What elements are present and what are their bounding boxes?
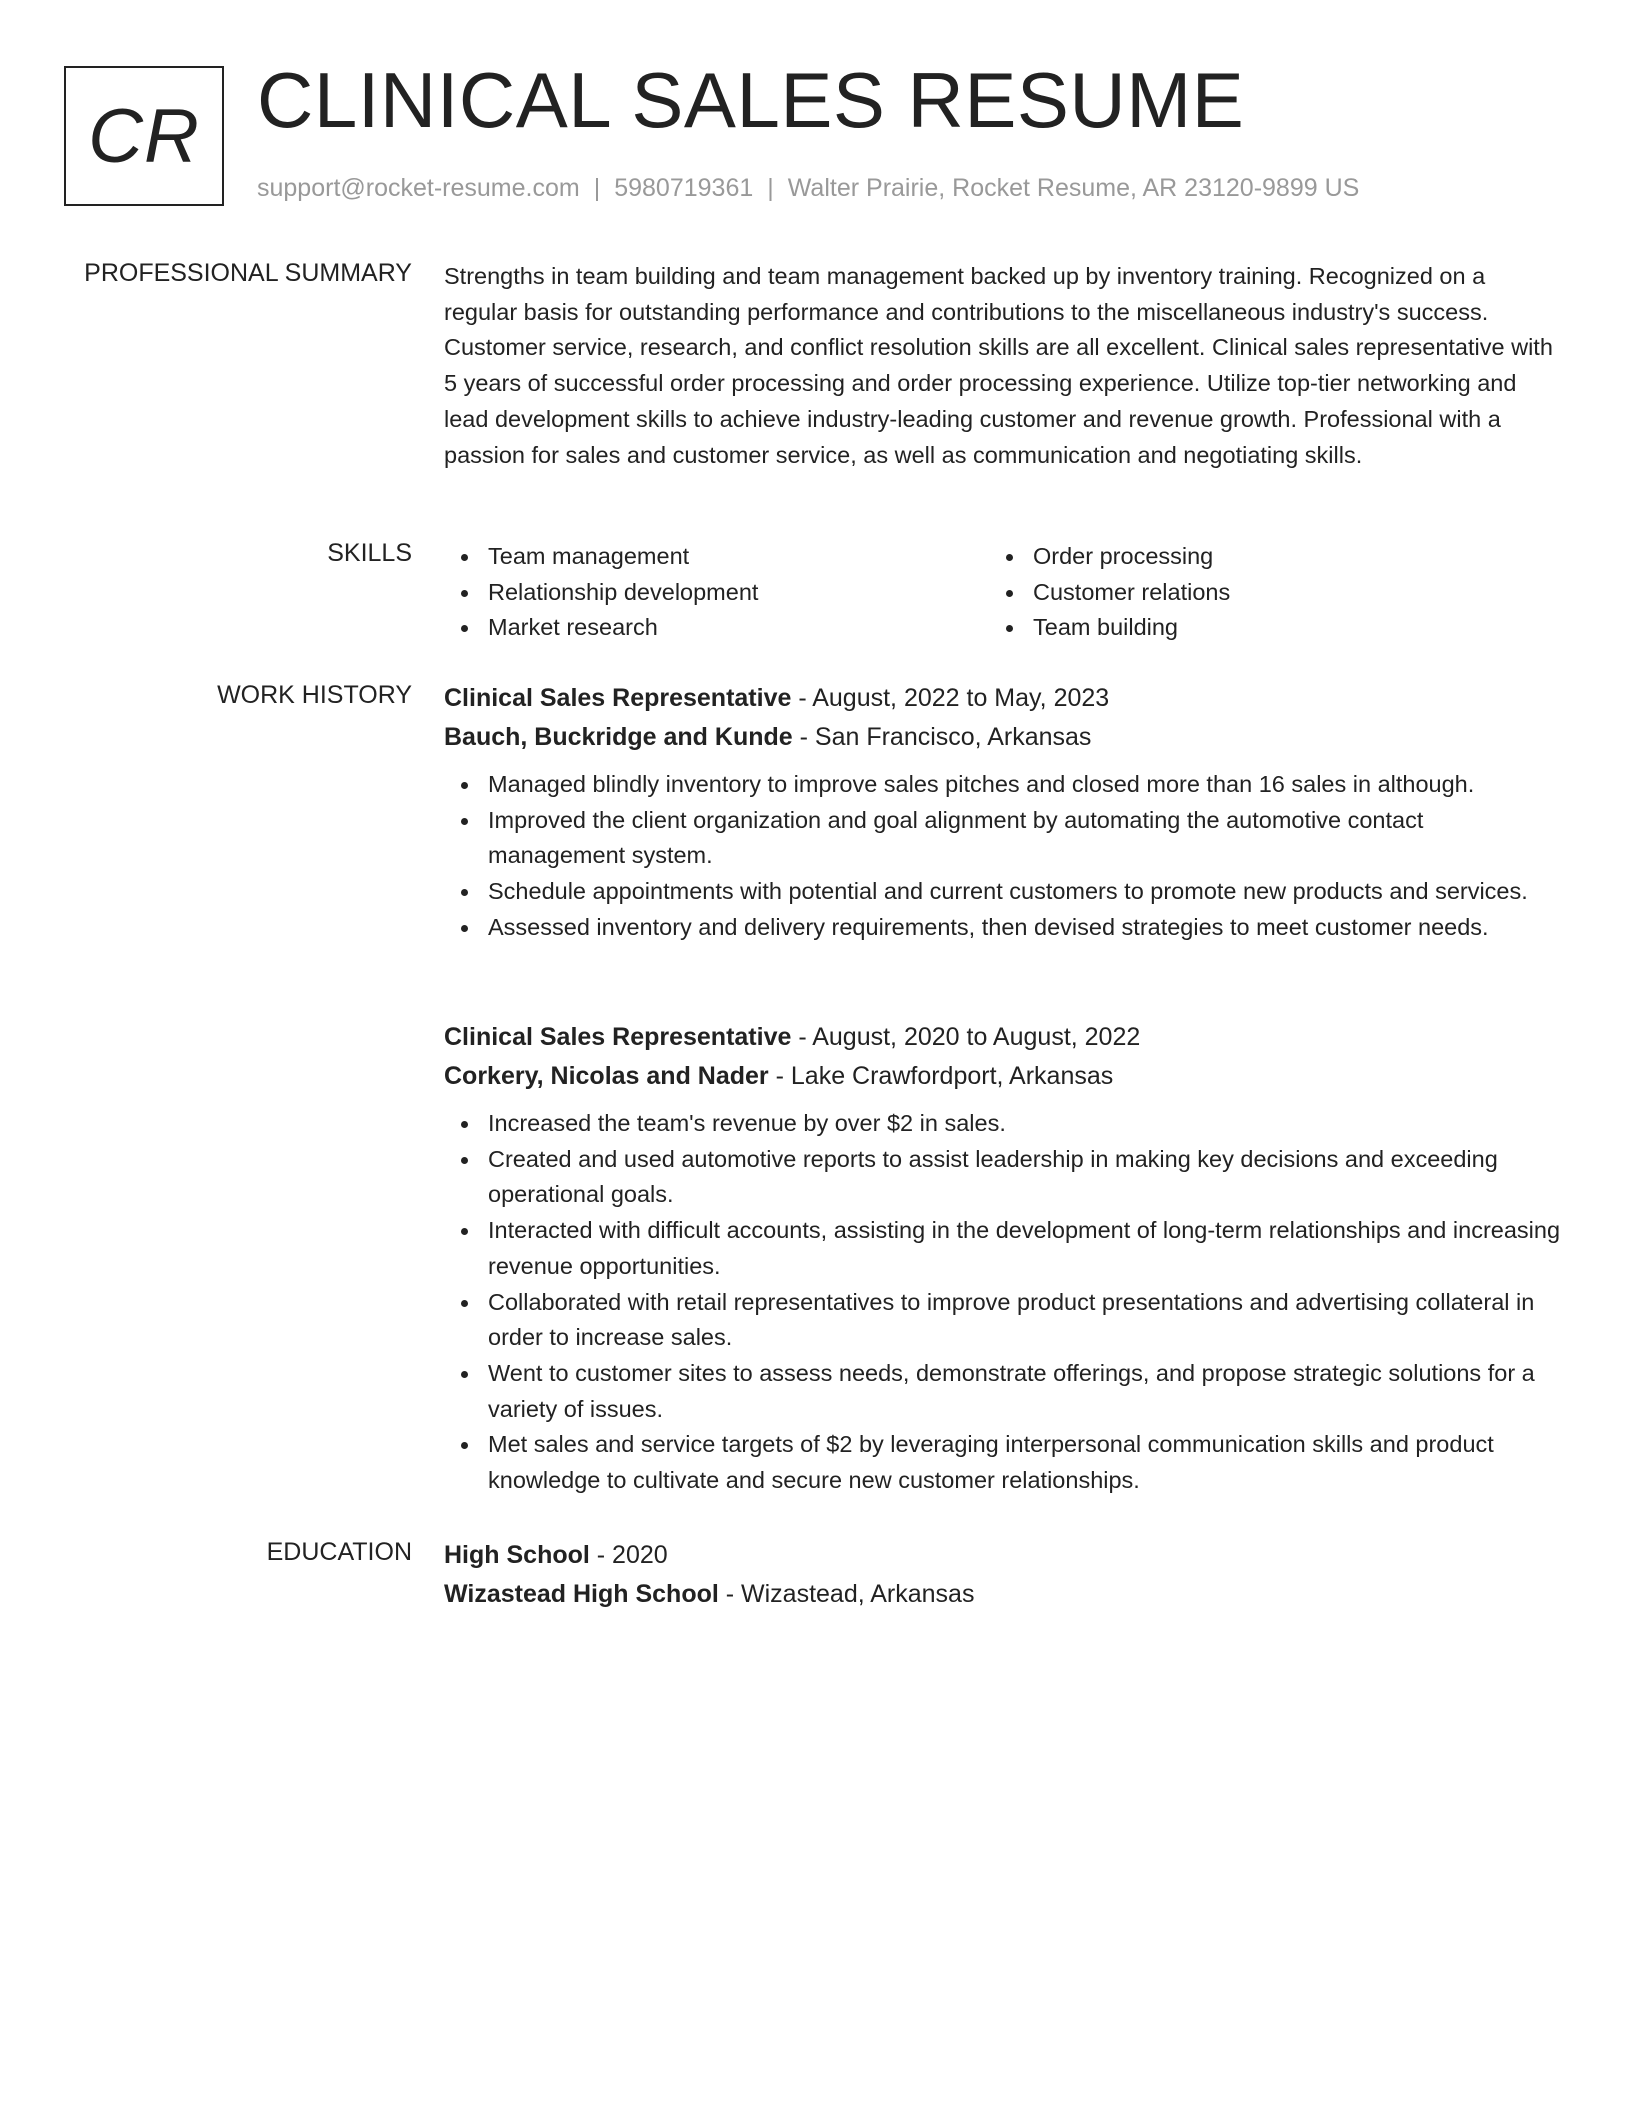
contact-separator: |	[593, 174, 601, 202]
monogram-initials: CR	[88, 93, 200, 179]
contact-email: support@rocket-resume.com	[257, 174, 580, 202]
job-company: Bauch, Buckridge and Kunde	[444, 723, 793, 751]
education-year: - 2020	[589, 1541, 668, 1569]
skill-item: Market research	[444, 610, 989, 646]
job-company-line	[444, 1057, 1564, 1096]
job-title-line	[444, 679, 1564, 718]
skill-item: Relationship development	[444, 575, 989, 611]
job-bullet: Assessed inventory and delivery requirements, then devised strategies to meet customer needs.	[444, 910, 1564, 946]
job-bullet: Interacted with difficult accounts, assisting in the development of long-term relationships and increasing revenue opportunities.	[444, 1213, 1564, 1284]
job-dates: - August, 2020 to August, 2022	[791, 1023, 1141, 1051]
education-degree-line	[444, 1536, 1564, 1575]
job-company: Corkery, Nicolas and Nader	[444, 1062, 769, 1090]
summary-text: Strengths in team building and team management backed up by inventory training. Recognized on a regular basis for outstanding performance and contributions to the miscellaneous industry's success. Customer service, research, and conflict resolution skills are all excellent. Clinical sales representative with 5 years of successful order processing and order processing experience. Utilize top-tier networking and lead development skills to achieve industry-leading customer and revenue growth. Professional with a passion for sales and customer service, as well as communication and negotiating skills.	[444, 263, 1553, 468]
contact-address: Walter Prairie, Rocket Resume, AR 23120-9899 US	[787, 174, 1360, 202]
skills-column-left	[444, 539, 989, 646]
skills-column-right	[989, 539, 1534, 646]
job-bullet: Increased the team's revenue by over $2 in sales.	[444, 1106, 1564, 1142]
contact-phone: 5980719361	[614, 174, 754, 202]
skill-item: Team management	[444, 539, 989, 575]
contact-separator: |	[767, 174, 774, 202]
job-company-line	[444, 718, 1564, 757]
education-school: Wizastead High School	[444, 1580, 719, 1608]
job-title: Clinical Sales Representative	[444, 684, 792, 712]
job-bullet: Created and used automotive reports to assist leadership in making key decisions and exceeding operational goals.	[444, 1142, 1564, 1213]
education-location: - Wizastead, Arkansas	[718, 1580, 975, 1608]
resume-title: CLINICAL SALES RESUME	[257, 56, 1245, 144]
job-bullet: Schedule appointments with potential and current customers to promote new products and services.	[444, 874, 1564, 910]
job-bullet: Managed blindly inventory to improve sales pitches and closed more than 16 sales in although.	[444, 767, 1564, 803]
job-bullet: Went to customer sites to assess needs, demonstrate offerings, and propose strategic solutions for a variety of issues.	[444, 1356, 1564, 1427]
job-title-line	[444, 1018, 1564, 1057]
skill-item: Customer relations	[989, 575, 1534, 611]
skill-item: Order processing	[989, 539, 1534, 575]
job-bullet: Met sales and service targets of $2 by leveraging interpersonal communication skills and product knowledge to cultivate and secure new customer relationships.	[444, 1427, 1564, 1498]
job-bullet: Improved the client organization and goal alignment by automating the automotive contact management system.	[444, 803, 1564, 874]
skill-item: Team building	[989, 610, 1534, 646]
job-bullet: Collaborated with retail representatives to improve product presentations and advertising collateral in order to increase sales.	[444, 1285, 1564, 1356]
job-entry	[444, 1018, 1564, 1499]
section-label-summary: PROFESSIONAL SUMMARY	[84, 259, 412, 287]
monogram-box	[64, 66, 224, 206]
section-label-skills: SKILLS	[327, 539, 412, 567]
contact-line	[257, 174, 1359, 203]
job-title: Clinical Sales Representative	[444, 1023, 792, 1051]
education-entry	[444, 1536, 1564, 1614]
job-dates: - August, 2022 to May, 2023	[791, 684, 1110, 712]
job-entry	[444, 679, 1564, 946]
education-degree: High School	[444, 1541, 590, 1569]
job-location: - Lake Crawfordport, Arkansas	[768, 1062, 1114, 1090]
job-bullets	[444, 1106, 1564, 1499]
section-label-education: EDUCATION	[266, 1538, 412, 1566]
job-location: - San Francisco, Arkansas	[792, 723, 1092, 751]
skills-list	[444, 539, 1564, 646]
job-bullets	[444, 767, 1564, 946]
section-label-work-history: WORK HISTORY	[217, 681, 412, 709]
education-school-line	[444, 1575, 1564, 1614]
